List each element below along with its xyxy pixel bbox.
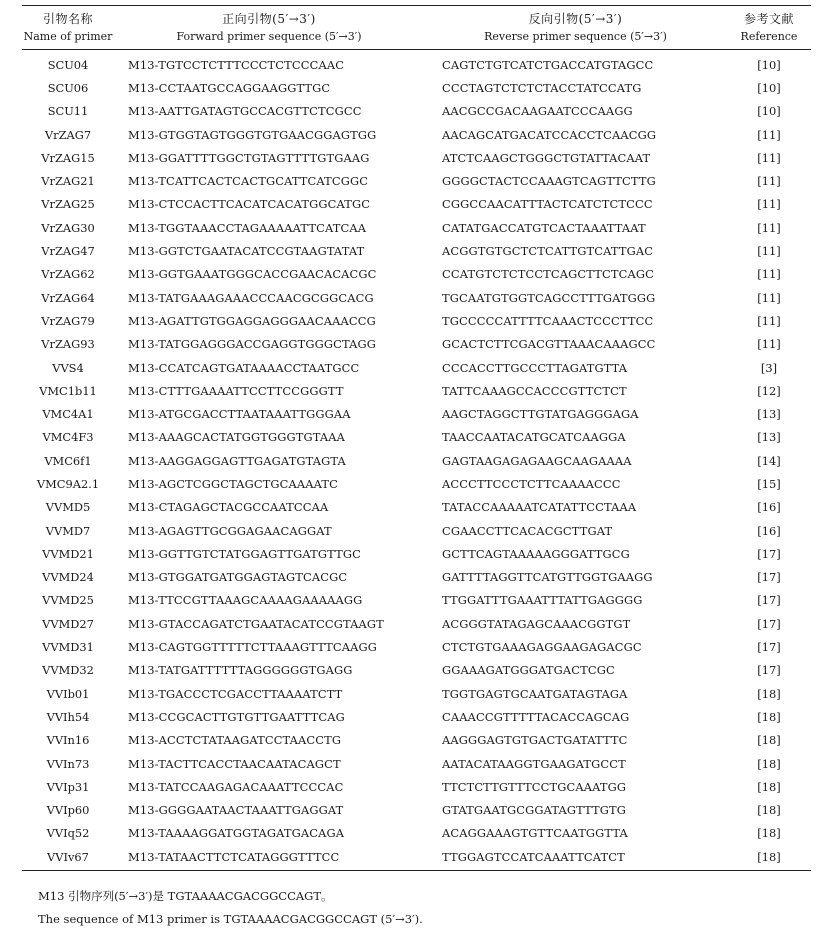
reference-cell: [16] xyxy=(757,523,781,538)
reverse-primer-cell: TAACCAATACATGCATCAAGGA xyxy=(442,430,626,445)
primer-name-cell: VVMD7 xyxy=(45,523,91,538)
reference-cell: [11] xyxy=(757,220,781,235)
primer-name-cell: VrZAG64 xyxy=(41,290,95,305)
reverse-primer-cell: CCCTAGTCTCTCTACCTATCCATG xyxy=(442,80,642,95)
forward-primer-cell: M13-CCATCAGTGATAAAACCTAATGCC xyxy=(128,360,360,375)
reference-cell: [17] xyxy=(757,546,781,561)
table-row xyxy=(22,216,811,239)
reverse-primer-cell: TGCCCCCATTTTCAAACTCCCTTCC xyxy=(442,313,654,328)
forward-primer-cell: M13-CAGTGGTTTTTCTTAAAGTTTCAAGG xyxy=(128,640,378,655)
primer-name-cell: VVMD5 xyxy=(45,500,91,515)
reverse-primer-cell: ACGGTGTGCTCTCATTGTCATTGAC xyxy=(442,244,654,259)
reference-cell: [16] xyxy=(757,500,781,515)
primer-name-cell: VVMD31 xyxy=(42,640,94,655)
table-row xyxy=(22,356,811,379)
forward-primer-cell: M13-TATGAAAGAAACCCAACGCGGCACG xyxy=(128,290,374,305)
reverse-primer-cell: GGAAAGATGGGATGACTCGC xyxy=(442,663,615,678)
header-forward-primer xyxy=(114,6,424,50)
reference-cell: [11] xyxy=(757,127,781,142)
forward-primer-cell: M13-GTGGATGATGGAGTAGTCACGC xyxy=(128,570,348,585)
table-row xyxy=(22,146,811,169)
forward-primer-cell: M13-GTACCAGATCTGAATACATCCGTAAGT xyxy=(128,616,384,631)
reference-cell: [3] xyxy=(760,360,778,375)
reverse-primer-cell: CGGCCAACATTTACTCATCTCTCCC xyxy=(442,197,653,212)
forward-primer-cell: M13-CTTTGAAAATTCCTTCCGGGTT xyxy=(128,383,344,398)
reference-cell: [10] xyxy=(757,80,781,95)
primer-name-cell: VVIn16 xyxy=(46,733,90,748)
reverse-primer-cell: AACAGCATGACATCCACCTCAACGG xyxy=(442,127,657,142)
reverse-primer-cell: AAGCTAGGCTTGTATGAGGGAGA xyxy=(442,407,639,422)
reference-cell: [18] xyxy=(757,686,781,701)
forward-primer-cell: M13-AGAGTTGCGGAGAACAGGAT xyxy=(128,523,332,538)
table-row xyxy=(22,239,811,262)
table-row xyxy=(22,752,811,775)
forward-primer-cell: M13-AAAGCACTATGGTGGGTGTAAA xyxy=(128,430,345,445)
reverse-primer-cell: GATTTTAGGTTCATGTTGGTGAAGG xyxy=(442,570,653,585)
reference-cell: [11] xyxy=(757,337,781,352)
table-row xyxy=(22,286,811,309)
reference-cell: [18] xyxy=(757,826,781,841)
reference-cell: [13] xyxy=(757,430,781,445)
reverse-primer-cell: CGAACCTTCACACGCTTGAT xyxy=(442,523,613,538)
table-row xyxy=(22,193,811,216)
primer-name-cell: VrZAG62 xyxy=(41,267,95,282)
table-row xyxy=(22,682,811,705)
forward-primer-cell: M13-ACCTCTATAAGATCCTAACCTG xyxy=(128,733,342,748)
forward-primer-cell: M13-TGTCCTCTTTCCCTCTCCCAAC xyxy=(128,57,345,72)
table-row xyxy=(22,635,811,658)
table-row xyxy=(22,379,811,402)
primer-name-cell: VMC6f1 xyxy=(44,453,92,468)
forward-primer-cell: M13-TACTTCACCTAACAATACAGCT xyxy=(128,756,341,771)
forward-primer-cell: M13-CCTAATGCCAGGAAGGTTGC xyxy=(128,80,331,95)
table-row xyxy=(22,659,811,682)
primer-table xyxy=(22,5,811,871)
table-row xyxy=(22,333,811,356)
forward-primer-cell: M13-GGTGAAATGGGCACCGAACACACGC xyxy=(128,267,377,282)
reference-cell: [14] xyxy=(757,453,781,468)
forward-primer-cell: M13-GGGGAATAACTAAATTGAGGAT xyxy=(128,803,344,818)
reverse-primer-cell: TGGTGAGTGCAATGATAGTAGA xyxy=(442,686,628,701)
table-row xyxy=(22,729,811,752)
reverse-primer-cell: TATACCAAAAATCATATTCCTAAA xyxy=(442,500,637,515)
forward-primer-cell: M13-AGCTCGGCTAGCTGCAAAATC xyxy=(128,476,339,491)
table-header xyxy=(22,6,811,50)
reference-cell: [17] xyxy=(757,616,781,631)
forward-primer-cell: M13-CTAGAGCTACGCCAATCCAA xyxy=(128,500,329,515)
reference-cell: [18] xyxy=(757,756,781,771)
reverse-primer-cell: TTGGAGTCCATCAAATTCATCT xyxy=(424,845,727,871)
primer-name-cell: VVIv67 xyxy=(22,845,114,871)
reverse-primer-cell: GAGTAAGAGAGAAGCAAGAAAA xyxy=(442,453,632,468)
reverse-primer-cell: AATACATAAGGTGAAGATGCCT xyxy=(442,756,626,771)
reference-cell: [11] xyxy=(757,244,781,259)
forward-primer-cell: M13-AGATTGTGGAGGAGGGAACAAACCG xyxy=(128,313,376,328)
table-row xyxy=(22,50,811,77)
table-row xyxy=(22,449,811,472)
reverse-primer-cell: TTGGATTTGAAATTTATTGAGGGG xyxy=(442,593,643,608)
reverse-primer-cell: CCCACCTTGCCCTTAGATGTTA xyxy=(442,360,628,375)
primer-name-cell: VVMD32 xyxy=(42,663,94,678)
table-row xyxy=(22,589,811,612)
footnote-en: The sequence of M13 primer is TGTAAAACGACGGCCAGT (5′→3′). xyxy=(38,912,423,926)
reference-cell: [11] xyxy=(757,267,781,282)
reverse-primer-cell: ACCCTTCCCTCTTCAAAACCC xyxy=(442,476,621,491)
table-row xyxy=(22,402,811,425)
forward-primer-cell: M13-TATAACTTCTCATAGGGTTTCC xyxy=(114,845,424,871)
table-row xyxy=(22,799,811,822)
primer-name-cell: VMC4A1 xyxy=(42,407,94,422)
forward-primer-cell: M13-GGTCTGAATACATCCGTAAGTATAT xyxy=(128,244,365,259)
reference-cell: [17] xyxy=(757,663,781,678)
reference-cell: [11] xyxy=(757,197,781,212)
table-row xyxy=(22,472,811,495)
table-row xyxy=(22,496,811,519)
reverse-primer-cell: GCTTCAGTAAAAAGGGATTGCG xyxy=(442,546,630,561)
reverse-primer-cell: GCACTCTTCGACGTTAAACAAAGCC xyxy=(442,337,656,352)
header-primer-name-zh: 引物名称 xyxy=(42,11,93,26)
primer-name-cell: VrZAG30 xyxy=(41,220,95,235)
forward-primer-cell: M13-TATGGAGGGACCGAGGTGGGCTAGG xyxy=(128,337,377,352)
primer-name-cell: VVIb01 xyxy=(46,686,90,701)
primer-name-cell: VrZAG79 xyxy=(41,313,95,328)
forward-primer-cell: M13-ATGCGACCTTAATAAATTGGGAA xyxy=(128,407,351,422)
primer-name-cell: VMC1b11 xyxy=(39,383,97,398)
primer-name-cell: VMC9A2.1 xyxy=(36,476,100,491)
forward-primer-cell: M13-GTGGTAGTGGGTGTGAACGGAGTGG xyxy=(128,127,377,142)
reference-cell: [18] xyxy=(757,779,781,794)
header-primer-name xyxy=(22,6,114,50)
primer-name-cell: VrZAG7 xyxy=(44,127,92,142)
primer-name-cell: VVIp31 xyxy=(46,779,90,794)
forward-primer-cell: M13-TTCCGTTAAAGCAAAAGAAAAAGG xyxy=(128,593,363,608)
forward-primer-cell: M13-CTCCACTTCACATCACATGGCATGC xyxy=(128,197,371,212)
primer-name-cell: VVMD24 xyxy=(42,570,94,585)
primer-name-cell: VrZAG93 xyxy=(41,337,95,352)
reverse-primer-cell: GGGGCTACTCCAAAGTCAGTTCTTG xyxy=(442,174,656,189)
reverse-primer-cell: ATCTCAAGCTGGGCTGTATTACAAT xyxy=(442,150,651,165)
primer-name-cell: VVIq52 xyxy=(46,826,90,841)
reverse-primer-cell: TATTCAAAGCCACCCGTTCTCT xyxy=(442,383,627,398)
reference-cell: [10] xyxy=(757,57,781,72)
reference-cell: [18] xyxy=(757,733,781,748)
table-row xyxy=(22,169,811,192)
table-body xyxy=(22,50,811,871)
forward-primer-cell: M13-AAGGAGGAGTTGAGATGTAGTA xyxy=(128,453,346,468)
reference-cell: [17] xyxy=(757,570,781,585)
reference-cell: [17] xyxy=(757,593,781,608)
header-reverse-primer xyxy=(424,6,727,50)
reference-cell: [17] xyxy=(757,640,781,655)
reverse-primer-cell: CAGTCTGTCATCTGACCATGTAGCC xyxy=(442,57,654,72)
table-row xyxy=(22,845,811,871)
primer-name-cell: VVIn73 xyxy=(46,756,90,771)
reverse-primer-cell: CTCTGTGAAAGAGGAAGAGACGC xyxy=(442,640,642,655)
header-forward-primer-zh: 正向引物(5′→3′) xyxy=(222,11,316,26)
reverse-primer-cell: CCATGTCTCTCCTCAGCTTCTCAGC xyxy=(442,267,654,282)
forward-primer-cell: M13-CCGCACTTGTGTTGAATTTCAG xyxy=(128,709,345,724)
forward-primer-cell: M13-TCATTCACTCACTGCATTCATCGGC xyxy=(128,174,369,189)
primer-name-cell: VVMD27 xyxy=(42,616,94,631)
primer-name-cell: SCU04 xyxy=(47,57,89,72)
reference-cell: [18] xyxy=(757,709,781,724)
primer-name-cell: VrZAG47 xyxy=(41,244,95,259)
reference-cell: [18] xyxy=(757,803,781,818)
header-reference-zh: 参考文献 xyxy=(743,11,794,26)
reverse-primer-cell: TTCTCTTGTTTCCTGCAAATGG xyxy=(442,779,627,794)
table-row xyxy=(22,76,811,99)
primer-name-cell: VrZAG25 xyxy=(41,197,95,212)
header-reverse-primer-en: Reverse primer sequence (5′→3′) xyxy=(484,29,667,43)
table-row xyxy=(22,566,811,589)
table-row xyxy=(22,309,811,332)
primer-name-cell: SCU06 xyxy=(47,80,89,95)
header-reference-en: Reference xyxy=(740,29,798,43)
header-reference xyxy=(727,6,811,50)
primer-name-cell: VVIh54 xyxy=(46,709,90,724)
reverse-primer-cell: AACGCCGACAAGAATCCCAAGG xyxy=(442,104,633,119)
reverse-primer-cell: CAAACCGTTTTTACACCAGCAG xyxy=(442,709,630,724)
reference-cell: [11] xyxy=(757,313,781,328)
header-forward-primer-en: Forward primer sequence (5′→3′) xyxy=(176,29,362,43)
forward-primer-cell: M13-GGTTGTCTATGGAGTTGATGTTGC xyxy=(128,546,361,561)
reverse-primer-cell: CATATGACCATGTCACTAAATTAAT xyxy=(442,220,646,235)
reference-cell: [12] xyxy=(757,383,781,398)
table-row xyxy=(22,822,811,845)
reverse-primer-cell: GTATGAATGCGGATAGTTTGTG xyxy=(442,803,627,818)
reference-cell: [11] xyxy=(757,174,781,189)
reverse-primer-cell: TGCAATGTGGTCAGCCTTTGATGGG xyxy=(442,290,656,305)
forward-primer-cell: M13-GGATTTTGGCTGTAGTTTTGTGAAG xyxy=(128,150,370,165)
table-row xyxy=(22,542,811,565)
forward-primer-cell: M13-TGGTAAACCTAGAAAAATTCATCAA xyxy=(128,220,367,235)
table-row xyxy=(22,705,811,728)
primer-name-cell: VVMD21 xyxy=(42,546,94,561)
reference-cell: [18] xyxy=(727,845,811,871)
header-reverse-primer-zh: 反向引物(5′→3′) xyxy=(528,11,623,26)
primer-name-cell: VVIp60 xyxy=(46,803,90,818)
table-row xyxy=(22,612,811,635)
reverse-primer-cell: AAGGGAGTGTGACTGATATTTC xyxy=(442,733,628,748)
forward-primer-cell: M13-TGACCCTCGACCTTAAAATCTT xyxy=(128,686,343,701)
table-row xyxy=(22,263,811,286)
primer-name-cell: VrZAG21 xyxy=(41,174,95,189)
reference-cell: [10] xyxy=(757,104,781,119)
reference-cell: [13] xyxy=(757,407,781,422)
table-row xyxy=(22,100,811,123)
header-primer-name-en: Name of primer xyxy=(23,29,113,43)
table-row xyxy=(22,519,811,542)
reference-cell: [15] xyxy=(757,476,781,491)
reference-cell: [11] xyxy=(757,150,781,165)
primer-name-cell: VMC4F3 xyxy=(42,430,94,445)
forward-primer-cell: M13-TATCCAAGAGACAAATTCCCAC xyxy=(128,779,344,794)
forward-primer-cell: M13-TAAAAGGATGGTAGATGACAGA xyxy=(128,826,345,841)
primer-name-cell: VVMD25 xyxy=(42,593,94,608)
primer-name-cell: SCU11 xyxy=(47,104,89,119)
primer-name-cell: VrZAG15 xyxy=(41,150,95,165)
reference-cell: [11] xyxy=(757,290,781,305)
reverse-primer-cell: ACGGGTATAGAGCAAACGGTGT xyxy=(442,616,631,631)
table-row xyxy=(22,426,811,449)
reverse-primer-cell: ACAGGAAAGTGTTCAATGGTTA xyxy=(442,826,628,841)
table-row xyxy=(22,775,811,798)
forward-primer-cell: M13-TATGATTTTTTAGGGGGGTGAGG xyxy=(128,663,353,678)
forward-primer-cell: M13-AATTGATAGTGCCACGTTCTCGCC xyxy=(128,104,362,119)
footnote-zh: M13 引物序列(5′→3′)是 TGTAAAACGACGGCCAGT。 xyxy=(38,889,333,903)
primer-name-cell: VVS4 xyxy=(52,360,84,375)
table-row xyxy=(22,123,811,146)
